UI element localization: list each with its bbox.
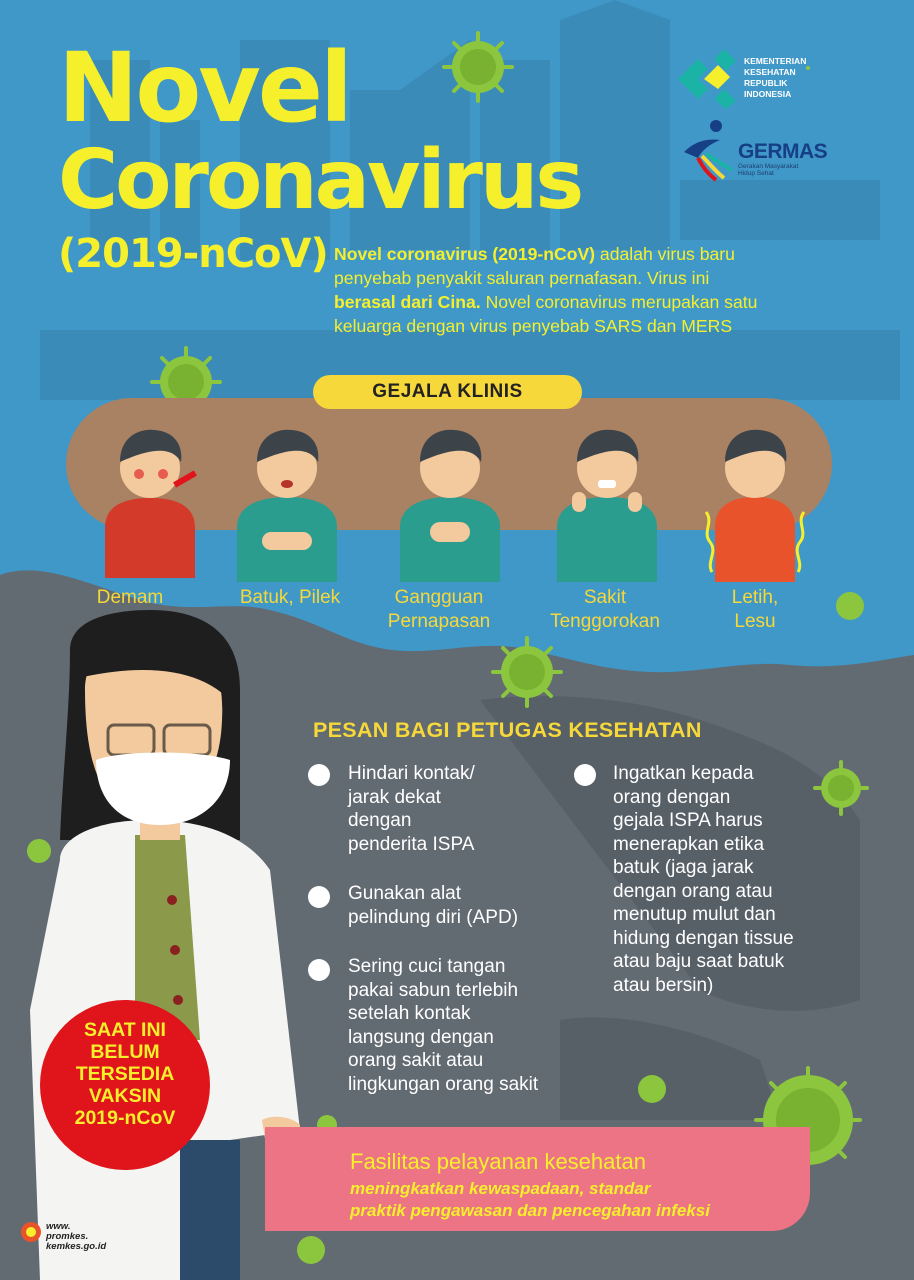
- message-line: orang sakit atau: [348, 1050, 484, 1071]
- symptom-label-line: Gangguan: [394, 587, 484, 608]
- virus-decoration-5: [821, 768, 861, 808]
- message-line: penderita ISPA: [348, 833, 475, 855]
- message-line: pakai sabun terlebih: [348, 979, 519, 1001]
- symptom-label-batuk: [220, 586, 360, 610]
- message-line: atau baju saat batuk: [613, 951, 785, 972]
- badge-line: BELUM: [90, 1041, 160, 1063]
- message-item: [348, 762, 475, 856]
- message-line: Ingatkan kepada: [613, 763, 754, 784]
- message-line: menerapkan etika: [613, 833, 765, 855]
- symptom-label-line: Pernapasan: [387, 611, 491, 632]
- virus-decoration-4: [836, 592, 864, 620]
- pesan-heading: PESAN BAGI PETUGAS KESEHATAN: [313, 718, 702, 742]
- kemenkes-text-line: INDONESIA: [744, 89, 792, 99]
- symptom-label-line: Sakit: [583, 587, 627, 608]
- bullet-icon: [308, 886, 330, 908]
- kemenkes-text-line: KEMENTERIAN: [744, 56, 807, 66]
- symptom-label-pernapasan: [369, 586, 509, 634]
- intro-bold-1: Novel coronavirus (2019-nCoV): [334, 244, 596, 264]
- kemenkes-logo-icon: [674, 48, 740, 110]
- title-line-3: (2019-nCoV): [58, 231, 328, 277]
- message-line: hidung dengan tissue: [613, 927, 794, 949]
- symptom-label-letih: [685, 586, 825, 634]
- fasilitas-body-line: praktik pengawasan dan pencegahan infeksi: [350, 1201, 710, 1220]
- intro-text-2: penyebab penyakit saluran pernafasan. Virus ini: [334, 268, 710, 288]
- gejala-heading: GEJALA KLINIS: [313, 375, 582, 409]
- vaccine-badge-text: [40, 1019, 210, 1129]
- title-line-1: Novel: [58, 32, 350, 144]
- intro-bold-3: berasal dari Cina.: [334, 292, 481, 312]
- symptom-label-line: Demam: [96, 587, 164, 608]
- intro-text-3: Novel coronavirus merupakan satu: [480, 292, 758, 312]
- message-item: [613, 762, 794, 997]
- footer-url-line: kemkes.go.id: [46, 1241, 107, 1252]
- footer-url-line: www.: [46, 1221, 71, 1232]
- fasilitas-title: Fasilitas pelayanan kesehatan: [350, 1149, 646, 1174]
- message-line: lingkungan orang sakit: [348, 1073, 539, 1095]
- message-line: gejala ISPA harus: [613, 810, 763, 831]
- message-line: Hindari kontak/: [348, 763, 475, 784]
- breathing-person-icon: [395, 422, 505, 582]
- message-line: langsung dengan: [348, 1026, 494, 1048]
- message-item: [348, 955, 538, 1096]
- message-line: dengan orang atau: [613, 880, 773, 902]
- intro-text-4: keluarga dengan virus penyebab SARS dan MERS: [334, 316, 733, 336]
- symptom-label-demam: [60, 586, 200, 610]
- message-item: [348, 882, 518, 929]
- kemenkes-text-line: KESEHATAN: [744, 67, 796, 77]
- bullet-icon: [308, 764, 330, 786]
- message-line: jarak dekat: [348, 786, 441, 808]
- germas-tagline: [738, 163, 818, 177]
- fatigue-person-icon: [700, 422, 810, 582]
- germas-logo-text: GERMAS: [738, 140, 828, 163]
- message-line: atau bersin): [613, 974, 714, 996]
- symptom-label-line: Letih,: [731, 587, 779, 608]
- fasilitas-body-line: meningkatkan kewaspadaan, standar: [350, 1179, 651, 1198]
- promkes-logo-icon: [18, 1220, 44, 1244]
- footer-url: [46, 1222, 106, 1252]
- symptom-label-line: Tenggorokan: [550, 611, 660, 632]
- message-line: dengan: [348, 810, 412, 831]
- message-line: pelindung diri (APD): [348, 906, 519, 928]
- virus-decoration-7: [638, 1075, 666, 1103]
- intro-paragraph: [334, 242, 874, 338]
- symptom-label-line: Batuk, Pilek: [239, 587, 341, 608]
- message-line: Sering cuci tangan: [348, 956, 506, 977]
- message-line: orang dengan: [613, 786, 731, 808]
- fever-person-icon: [95, 418, 205, 578]
- kemenkes-text-line: REPUBLIK: [744, 78, 788, 88]
- cough-person-icon: [232, 422, 342, 582]
- germas-tagline-line: Hidup Sehat: [738, 170, 774, 177]
- sore-throat-person-icon: [552, 422, 662, 582]
- message-line: setelah kontak: [348, 1003, 471, 1024]
- kemenkes-logo-text: [744, 56, 844, 100]
- germas-logo-icon: [680, 118, 738, 188]
- germas-tagline-line: Gerakan Masyarakat: [738, 163, 799, 170]
- bullet-icon: [308, 959, 330, 981]
- fasilitas-body: [350, 1178, 800, 1222]
- message-line: batuk (jaga jarak: [613, 857, 754, 878]
- intro-text-1: adalah virus baru: [595, 244, 735, 264]
- badge-line: 2019-nCoV: [74, 1107, 176, 1129]
- message-line: Gunakan alat: [348, 883, 462, 904]
- badge-line: VAKSIN: [88, 1085, 162, 1107]
- title-line-2: Coronavirus: [58, 133, 582, 228]
- symptom-label-line: Lesu: [734, 611, 776, 632]
- footer-url-line: promkes.: [46, 1231, 89, 1242]
- symptom-label-tenggorokan: [535, 586, 675, 634]
- message-line: menutup mulut dan: [613, 904, 776, 925]
- bullet-icon: [574, 764, 596, 786]
- badge-line: TERSEDIA: [75, 1063, 175, 1085]
- badge-line: SAAT INI: [84, 1019, 166, 1041]
